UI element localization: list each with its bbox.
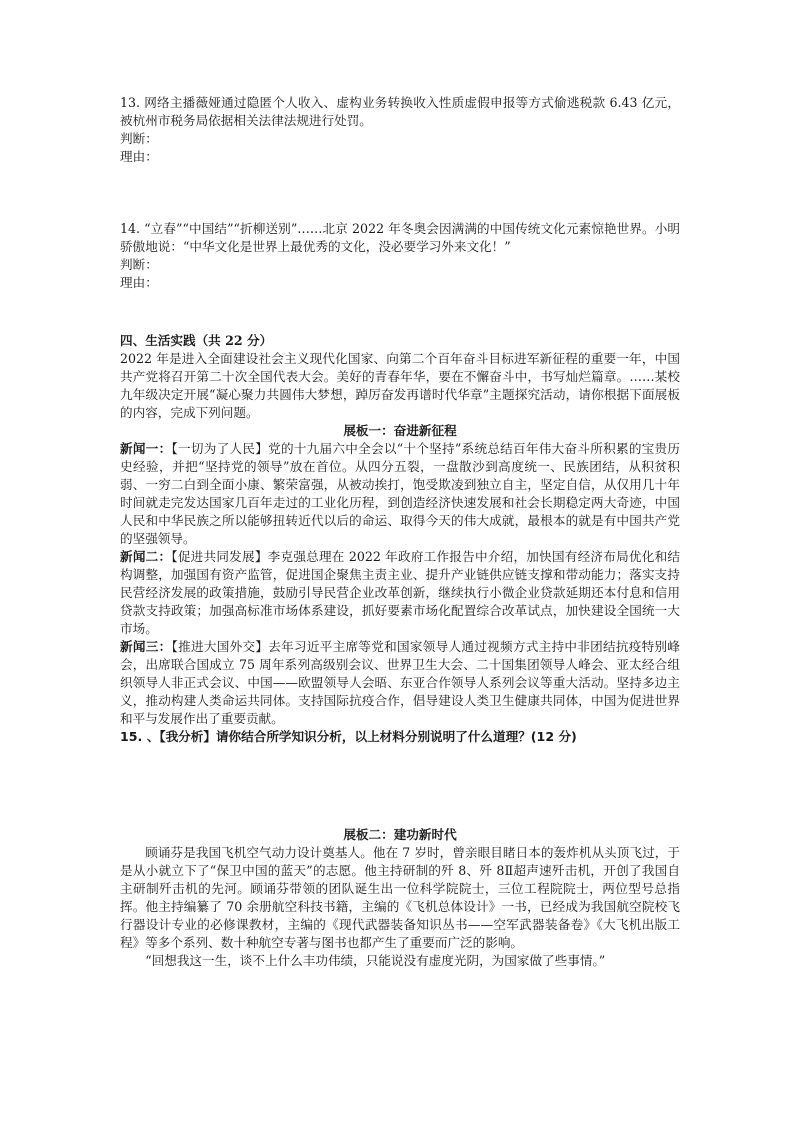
board-1-title: 展板一：奋进新征程 — [343, 423, 457, 438]
section-intro: 2022 年是进入全面建设社会主义现代化国家、向第二个百年奋斗目标进军新征程的重要一年，中国共产党将召开第二十次全国代表大会。美好的青春年华，要在不懈奋斗中，书写灿烂篇章。……某校九年级决定开展“凝心聚力共圆伟大梦想，踔厉奋发再谱时代华章”主题探究活动，请你根据下面展板的内容，完成下列问题。 — [120, 351, 680, 420]
answer-space — [120, 166, 680, 220]
section-title: 四、生活实践（共 22 分） — [120, 333, 273, 348]
question-13-reason-label: 理由： — [120, 149, 158, 164]
news-2-text: 【促进共同发展】李克强总理在 2022 年政府工作报告中介绍，加快国有经济布局优化和结构调整，加强国有资产监管，促进国企聚焦主责主业、提升产业链供应链支撑和带动能力；落实支持民营经济发展的政策措施，鼓励引导民营企业改革创新，继续执行小微企业贷款延期还本付息和信用贷款支持政策；加强高标准市场体系建设，抓好要素市场化配置综合改革试点，加快建设全国统一大市场。 — [120, 549, 681, 636]
question-13-judge-label: 判断： — [120, 131, 158, 146]
news-1-text: 【一切为了人民】党的十九届六中全会以“十个坚持”系统总结百年伟大奋斗所积累的宝贵历史经验，并把“坚持党的领导”放在首位。从四分五裂，一盘散沙到高度统一、民族团结，从积贫积弱、一穷二白到全面小康、繁荣富强，从被动挨打，饱受欺凌到独立自主，坚定自信，从仅用几十年时间就走完发达国家几百年走过的工业化历程，到创造经济快速发展和社会长期稳定两大奇迹，中国人民和中华民族之所以能够扭转近代以后的命运、取得今天的伟大成就，最根本的就是有中国共产党的坚强领导。 — [120, 441, 681, 546]
board-2-paragraph-1: 顾诵芬是我国飞机空气动力设计奠基人。他在 7 岁时，曾亲眼目睹日本的轰炸机从头顶飞过，于是从小就立下了“保卫中国的蓝天”的志愿。他主持研制的歼 8、歼 8Ⅱ超声速歼击机，开创了我国自主研制歼击机的先河。顾诵芬带领的团队诞生出一位科学院院士，三位工程院院士，两位型号总指挥。他主持编纂了 70 余册航空科技书籍，主编的《飞机总体设计》一书，已经成为我国航空院校飞行器设计专业的必修课教材，主编的《现代武器装备知识丛书——空军武器装备卷》《大飞机出版工程》等多个系列、数十种航空专著与图书也都产生了重要而广泛的影响。 — [120, 845, 680, 950]
news-3-label: 新闻三： — [120, 639, 172, 654]
board-2-title: 展板二：建功新时代 — [343, 827, 457, 842]
question-15: 15. 、【我分析】请你结合所学知识分析，以上材料分别说明了什么道理？(12 分) — [120, 729, 577, 744]
question-13-text: 13. 网络主播薇娅通过隐匿个人收入、虚构业务转换收入性质虚假申报等方式偷逃税款 6.43 亿元，被杭州市税务局依据相关法律法规进行处罚。 — [120, 95, 680, 128]
news-3 — [120, 638, 680, 728]
news-1 — [120, 440, 680, 548]
document-page — [120, 94, 680, 970]
news-3-text: 【推进大国外交】去年习近平主席等党和国家领导人通过视频方式主持中非团结抗疫特别峰会，出席联合国成立 75 周年系列高级别会议、世界卫生大会、二十国集团领导人峰会、亚太经合组织领导人非正式会议、中国——欧盟领导人会晤、东亚合作领导人系列会议等重大活动。坚持多边主义，推动构建人类命运共同体。支持国际抗疫合作，倡导建设人类卫生健康共同体，中国为促进世界和平与发展作出了重要贡献。 — [120, 639, 681, 726]
news-1-label: 新闻一： — [120, 441, 172, 456]
answer-space — [120, 746, 680, 826]
question-14-judge-label: 判断： — [120, 257, 158, 272]
question-14-text: 14. “立春”“中国结”“折柳送别”……北京 2022 年冬奥会因满满的中国传统文化元素惊艳世界。小明骄傲地说：“中华文化是世界上最优秀的文化，没必要学习外来文化！” — [120, 221, 680, 254]
question-14-reason-label: 理由： — [120, 275, 158, 290]
board-2-quote: “回想我这一生，谈不上什么丰功伟绩，只能说没有虚度光阴，为国家做了些事情。” — [145, 953, 606, 968]
answer-space — [120, 292, 680, 332]
news-2 — [120, 548, 680, 638]
news-2-label: 新闻二： — [120, 549, 172, 564]
